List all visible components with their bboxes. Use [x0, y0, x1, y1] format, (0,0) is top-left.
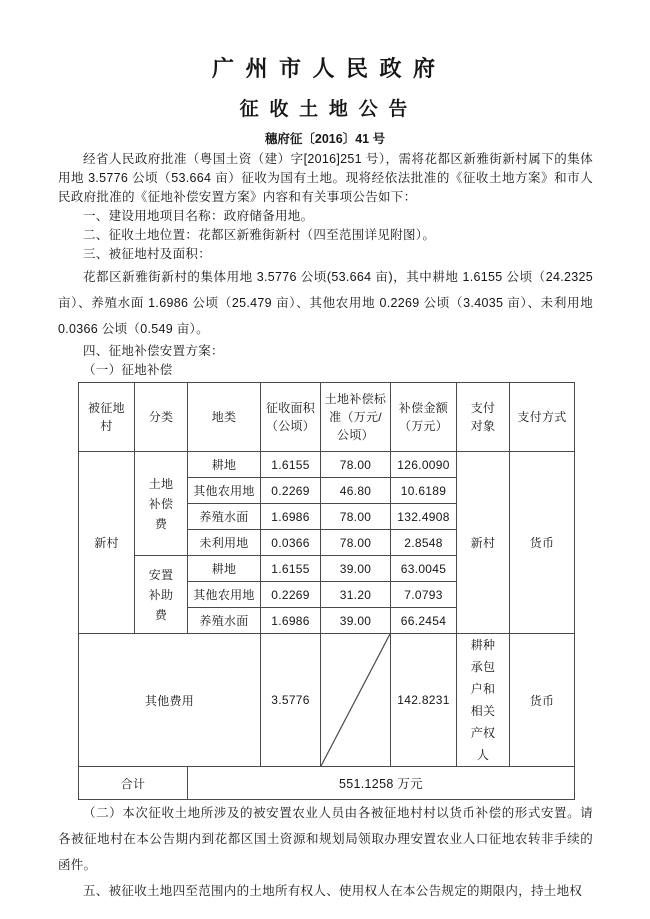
header-amount: 补偿金额（万元） — [391, 383, 457, 452]
table-row-other-fee — [79, 634, 575, 767]
cell-diagonal-slash — [321, 634, 391, 767]
cell-area: 1.6155 — [261, 556, 321, 582]
cell-standard: 78.00 — [321, 530, 391, 556]
header-area: 征收面积（公顷） — [261, 383, 321, 452]
compensation-table — [78, 382, 575, 800]
cell-other-fee-amount: 142.8231 — [391, 634, 457, 767]
cell-total-label: 合计 — [79, 767, 188, 800]
cell-other-fee-pay-method: 货币 — [510, 634, 575, 767]
cell-amount: 2.8548 — [391, 530, 457, 556]
table-row — [79, 452, 575, 478]
cell-amount: 66.2454 — [391, 608, 457, 634]
cell-other-fee-pay-target: 耕种承包户和相关产权人 — [457, 634, 510, 767]
cell-amount: 63.0045 — [391, 556, 457, 582]
cell-standard: 46.80 — [321, 478, 391, 504]
list-item-2: 二、征收土地位置：花都区新雅街新村（四至范围详见附图）。 — [83, 228, 436, 242]
cell-standard: 78.00 — [321, 452, 391, 478]
cell-land-type: 未利用地 — [188, 530, 261, 556]
cell-land-type: 耕地 — [188, 556, 261, 582]
table-header-row — [79, 383, 575, 452]
list-item-1: 一、建设用地项目名称：政府储备用地。 — [83, 209, 314, 223]
cell-standard: 31.20 — [321, 582, 391, 608]
cell-other-fee-area: 3.5776 — [261, 634, 321, 767]
doc-number: 穗府征〔2016〕41 号 — [264, 132, 386, 146]
header-pay-target: 支付对象 — [457, 383, 510, 452]
cell-area: 1.6155 — [261, 452, 321, 478]
cell-land-type: 其他农用地 — [188, 582, 261, 608]
cell-land-type: 养殖水面 — [188, 504, 261, 530]
doc-title: 广 州 市 人 民 政 府 — [211, 56, 438, 81]
cell-pay-target: 新村 — [457, 452, 510, 634]
cell-amount: 126.0090 — [391, 452, 457, 478]
cell-area: 0.0366 — [261, 530, 321, 556]
cell-area: 0.2269 — [261, 582, 321, 608]
list-item-4: 四、征地补偿安置方案： — [83, 344, 224, 358]
list-item-3-detail: 花都区新雅街新村的集体用地 3.5776 公顷(53.664 亩)，其中耕地 1.6155 公顷（24.2325 亩）、养殖水面 1.6986 公顷（25.479 亩）、其他农用地 0.2269 公顷（3.4035 亩）、未利用地 0.0366 公顷（0.549 亩）。 — [58, 270, 593, 336]
header-category: 分类 — [135, 383, 188, 452]
cell-area: 1.6986 — [261, 608, 321, 634]
cell-amount: 10.6189 — [391, 478, 457, 504]
cell-standard: 39.00 — [321, 608, 391, 634]
paragraph-intro: 经省人民政府批准（粤国土资（建）字[2016]251 号），需将花都区新雅街新村属下的集体用地 3.5776 公顷（53.664 亩）征收为国有土地。现将经依法批准的《征收土地方案》和市人民政府批准的《征地补偿安置方案》内容和有关事项公告如下： — [58, 152, 593, 204]
header-land-type: 地类 — [188, 383, 261, 452]
cell-land-type: 其他农用地 — [188, 478, 261, 504]
diagonal-line-icon — [321, 634, 390, 766]
list-item-4-sub1: （一）征地补偿 — [83, 363, 173, 377]
list-item-5: 五、被征收土地四至范围内的土地所有权人、使用权人在本公告规定的期限内，持土地权 — [83, 884, 583, 898]
cell-other-fee-label: 其他费用 — [79, 634, 261, 767]
header-village: 被征地村 — [79, 383, 135, 452]
doc-subtitle: 征 收 土 地 公 告 — [239, 99, 411, 120]
cell-total-value: 551.1258 万元 — [188, 767, 575, 800]
cell-village: 新村 — [79, 452, 135, 634]
cell-area: 1.6986 — [261, 504, 321, 530]
cell-category-resettle: 安置补助费 — [135, 556, 188, 634]
cell-pay-method: 货币 — [510, 452, 575, 634]
list-item-3: 三、被征地村及面积： — [83, 247, 212, 261]
doc-body — [58, 150, 593, 904]
cell-amount: 132.4908 — [391, 504, 457, 530]
cell-category-land-comp: 土地补偿费 — [135, 452, 188, 556]
cell-standard: 39.00 — [321, 556, 391, 582]
list-item-4-sub2: （二）本次征收土地所涉及的被安置农业人员由各被征地村村以货币补偿的形式安置。请各被征地村在本公告期内到花都区国土资源和规划局领取办理安置农业人口征地农转非手续的函件。 — [58, 806, 593, 872]
cell-land-type: 耕地 — [188, 452, 261, 478]
header-standard: 土地补偿标准（万元/公顷） — [321, 383, 391, 452]
cell-amount: 7.0793 — [391, 582, 457, 608]
cell-land-type: 养殖水面 — [188, 608, 261, 634]
header-pay-method: 支付方式 — [510, 383, 575, 452]
compensation-table-wrap — [58, 382, 593, 800]
cell-standard: 78.00 — [321, 504, 391, 530]
cell-area: 0.2269 — [261, 478, 321, 504]
table-row-total — [79, 767, 575, 800]
